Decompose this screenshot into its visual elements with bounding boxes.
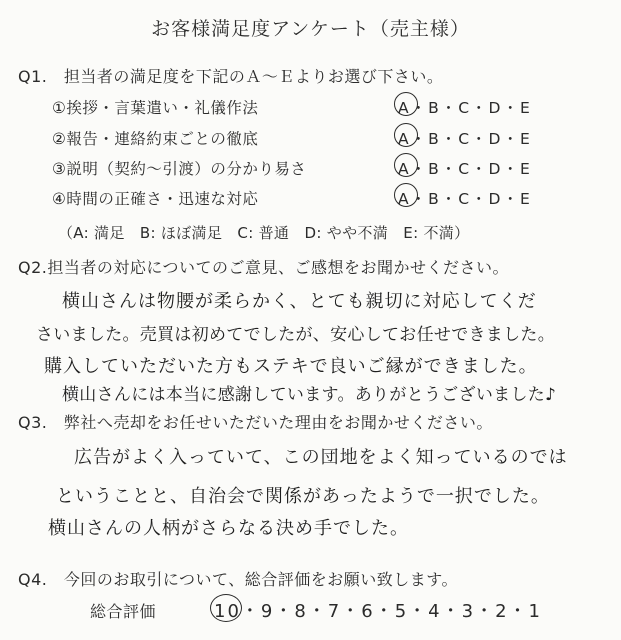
q1-item-grades: A・B・C・D・E — [398, 190, 532, 208]
grade-legend: （A: 満足 B: ほぼ満足 C: 普通 D: やや不満 E: 不満） — [58, 224, 470, 242]
q1-item-label: ①挨拶・言葉遣い・礼儀作法 — [52, 99, 259, 117]
q1-item-label: ②報告・連絡約束ごとの徹底 — [52, 130, 259, 148]
selected-grade-circle — [394, 123, 418, 147]
selected-grade-circle — [394, 92, 418, 116]
q1-item-label: ③説明（契約～引渡）の分かり易さ — [52, 160, 307, 178]
selected-grade-circle — [394, 183, 418, 207]
q1-item-grades: A・B・C・D・E — [398, 130, 532, 148]
q1-item-grades: A・B・C・D・E — [398, 99, 532, 117]
q1-question: Q1. 担当者の満足度を下記のＡ～Ｅよりお選び下さい。 — [18, 67, 444, 86]
handwritten-answer-line: さいました。売買は初めてでしたが、安心してお任せできました。 — [36, 325, 555, 345]
q1-item-label: ④時間の正確さ・迅速な対応 — [52, 190, 259, 208]
q4-question: Q4. 今回のお取引について、総合評価をお願い致します。 — [18, 570, 458, 589]
q2-question: Q2.担当者の対応についてのご意見、ご感想をお聞かせください。 — [18, 258, 510, 277]
survey-title: お客様満足度アンケート（売主様） — [151, 18, 470, 40]
handwritten-answer-line: 購入していただいた方もステキで良いご縁ができました。 — [44, 356, 538, 377]
handwritten-answer-line: 広告がよく入っていて、この団地をよく知っているのでは — [74, 447, 568, 468]
selected-grade-circle — [394, 153, 418, 177]
selected-score-circle — [210, 594, 242, 622]
handwritten-answer-line: ということと、自治会で関係があったようで一択でした。 — [56, 486, 550, 507]
handwritten-answer-line: 横山さんは物腰が柔らかく、とても親切に対応してくだ — [62, 291, 537, 312]
q3-question: Q3. 弊社へ売却をお任せいただいた理由をお聞かせください。 — [18, 413, 493, 432]
handwritten-answer-line: 横山さんには本当に感謝しています。ありがとうございました♪ — [62, 385, 557, 405]
total-rating-label: 総合評価 — [90, 602, 157, 621]
q1-item-grades: A・B・C・D・E — [398, 160, 532, 178]
handwritten-answer-line: 横山さんの人柄がさらなる決め手でした。 — [48, 518, 409, 539]
total-rating-scores: 10・9・8・7・6・5・4・3・2・1 — [214, 601, 542, 622]
